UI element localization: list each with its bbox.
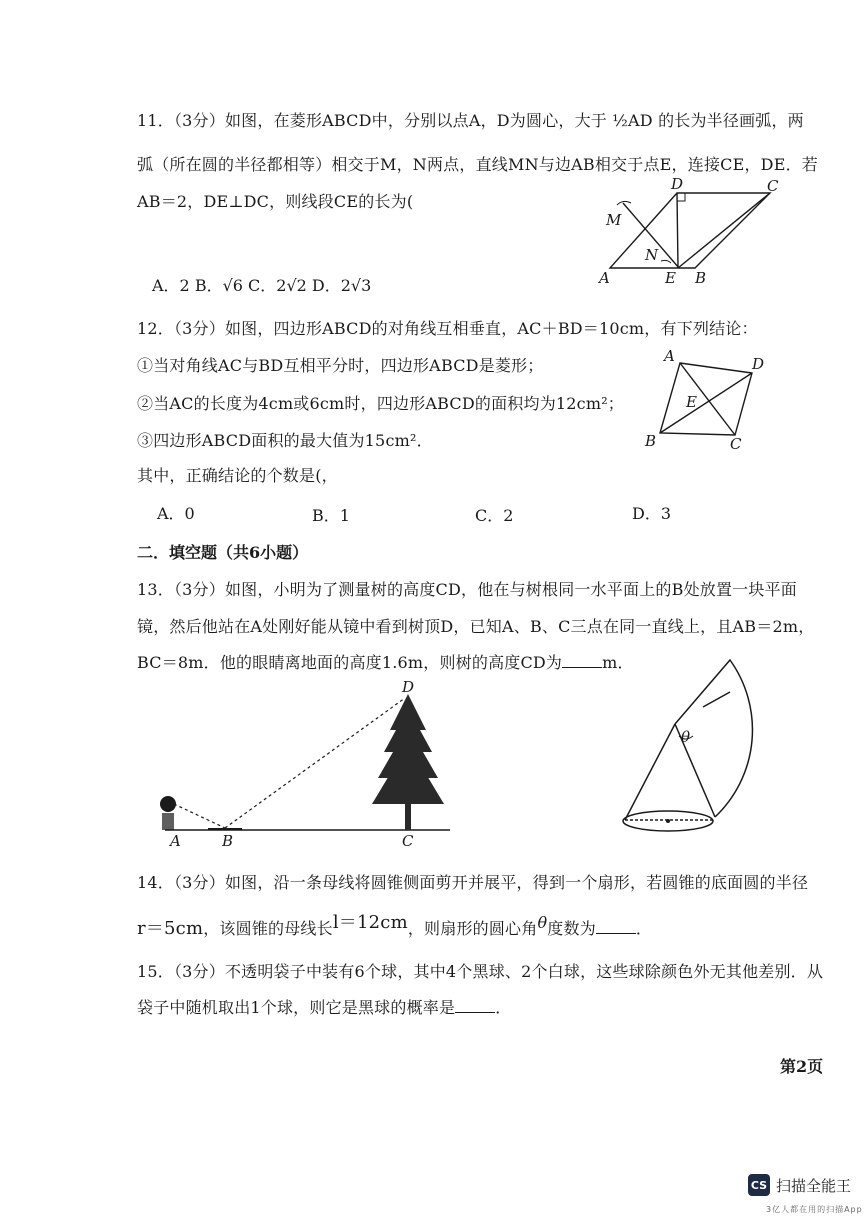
scanner-watermark <box>748 1174 851 1196</box>
q13-line3-text: BC＝8m．他的眼睛离地面的高度1.6m，则树的高度CD为 <box>137 653 563 672</box>
q11-label-d: D <box>671 175 684 193</box>
q12-conclusion-3: ③四边形ABCD面积的最大值为15cm²． <box>137 431 433 450</box>
q13-label-b: B <box>222 832 234 850</box>
q12-ask: 其中，正确结论的个数是(， <box>137 466 338 485</box>
q12-option-a: A．0 <box>157 504 195 523</box>
q14-line1: 14．（3分）如图，沿一条母线将圆锥侧面剪开并展平，得到一个扇形，若圆锥的底面圆的半径 <box>137 873 809 892</box>
section-heading-fill-blank: 二．填空题（共6小题） <box>137 543 309 562</box>
q14-mid: ，该圆锥的母线长 <box>203 919 333 938</box>
q12-label-e: E <box>686 393 697 411</box>
page-number: 第2页 <box>780 1057 824 1076</box>
q12-label-d: D <box>752 355 765 373</box>
q12-label-a: A <box>664 347 675 365</box>
q13-answer-blank[interactable] <box>562 667 602 668</box>
q14-fig-theta: θ <box>681 728 691 746</box>
q12-option-c: C．2 <box>475 506 514 525</box>
q13-label-d: D <box>402 680 415 696</box>
camscanner-logo-icon: CS <box>748 1174 770 1196</box>
q12-option-b: B．1 <box>312 506 350 525</box>
q11-rhombus-figure <box>595 175 800 294</box>
q15-line2 <box>137 995 511 1018</box>
q11-options: A．2 B．√6 C．2√2 D．2√3 <box>152 276 372 295</box>
q12-conclusion-1: ①当对角线AC与BD互相平分时，四边形ABCD是菱形； <box>137 356 544 375</box>
q14-dot: ． <box>635 919 653 938</box>
q11-line1: 11．（3分）如图，在菱形ABCD中，分别以点A，D为圆心，大于 ½AD 的长为半径画弧，两 <box>137 111 804 130</box>
q15-answer-blank[interactable] <box>455 1012 495 1013</box>
q11-label-m: M <box>606 211 622 229</box>
q14-line2 <box>137 914 652 940</box>
q11-label-c: C <box>767 177 779 195</box>
q14-theta: θ <box>537 913 548 932</box>
q13-line1: 13．（3分）如图，小明为了测量树的高度CD，他在与树根同一水平面上的B处放置一块平面 <box>137 580 797 599</box>
q13-label-a: A <box>170 832 181 850</box>
q14-cone-sector-figure <box>615 652 785 841</box>
q12-label-c: C <box>730 435 742 453</box>
q13-unit: m． <box>602 653 634 672</box>
q13-label-c: C <box>402 832 414 850</box>
q11-label-e: E <box>665 269 676 287</box>
q15-line2-text: 袋子中随机取出1个球，则它是黑球的概率是 <box>137 998 456 1017</box>
q12-line1: 12．（3分）如图，四边形ABCD的对角线互相垂直，AC＋BD＝10cm，有下列结论： <box>137 319 758 338</box>
q13-line3 <box>137 650 634 673</box>
q11-line3: AB＝2，DE⊥DC，则线段CE的长为( <box>137 192 414 211</box>
brand-name: 扫描全能王 <box>776 1176 852 1195</box>
q13-line2: 镜，然后他站在A处刚好能从镜中看到树顶D，已知A、B、C三点在同一直线上，且AB＝2m， <box>137 617 815 636</box>
q12-label-b: B <box>645 432 657 450</box>
q15-line1: 15．（3分）不透明袋子中装有6个球，其中4个黑球、2个白球，这些球除颜色外无其他差别．从 <box>137 962 824 981</box>
q14-end: 度数为 <box>547 919 596 938</box>
brand-tagline: 3亿人都在用的扫描App <box>766 1205 863 1214</box>
q13-tree-mirror-figure <box>150 680 460 854</box>
q12-quadrilateral-figure <box>640 345 775 459</box>
q12-conclusion-2: ②当AC的长度为4cm或6cm时，四边形ABCD的面积均为12cm²； <box>137 394 625 413</box>
q14-answer-blank[interactable] <box>596 933 636 934</box>
person-head-icon <box>160 796 176 812</box>
q12-option-d: D．3 <box>632 504 672 523</box>
q11-label-n: N <box>645 246 659 264</box>
q14-r: r＝5cm <box>137 918 204 939</box>
q15-dot: ． <box>495 998 512 1017</box>
q14-tail: ，则扇形的圆心角 <box>407 919 538 938</box>
q11-label-b: B <box>695 269 707 287</box>
q11-line2: 弧（所在圆的半径都相等）相交于M，N两点，直线MN与边AB相交于点E，连接CE，DE．若 <box>137 155 818 174</box>
q14-l: l＝12cm <box>332 912 408 933</box>
q11-label-a: A <box>599 269 610 287</box>
